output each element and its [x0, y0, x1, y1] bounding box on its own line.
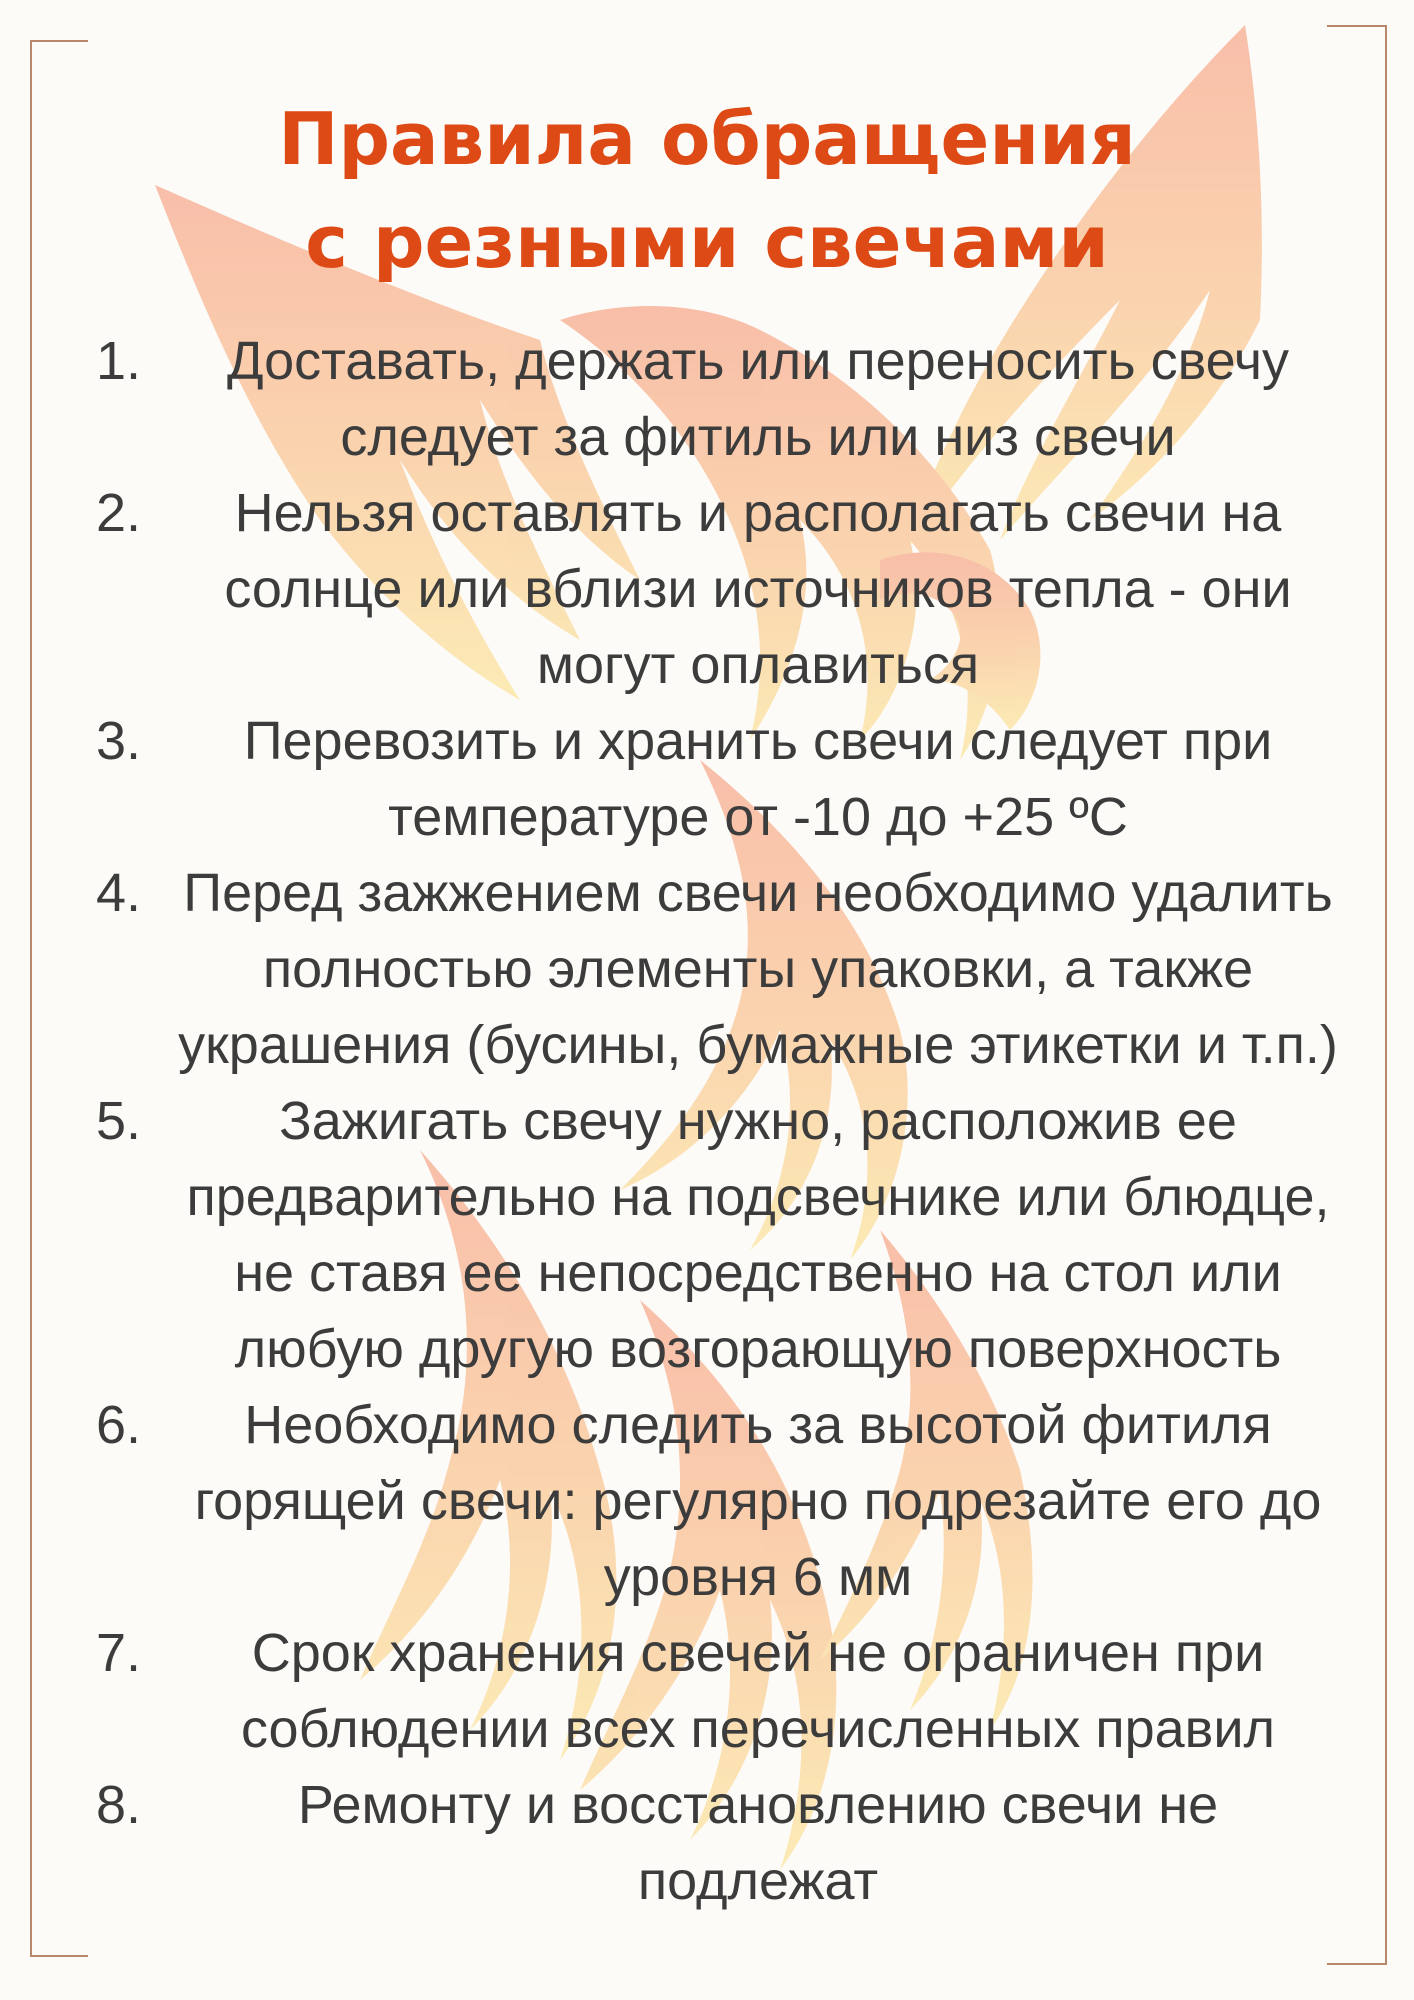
rule-number: 5. [96, 1091, 142, 1151]
rule-line: горящей свечи: регулярно подрезайте его до [194, 1471, 1322, 1531]
frame-top-right [1327, 25, 1387, 27]
rule-text [152, 1615, 1364, 1767]
frame-top-left [30, 40, 88, 42]
rule-line: Необходимо следить за высотой фитиля [244, 1395, 1272, 1455]
rule-line: температуре от -10 до +25 ºС [388, 787, 1128, 847]
rule-line: предварительно на подсвечнике или блюдце, [186, 1167, 1330, 1227]
rule-text [152, 475, 1364, 703]
rules-list [0, 323, 1414, 1919]
rule-item-6 [0, 1387, 1414, 1615]
rule-number: 3. [96, 711, 142, 771]
rule-line: любую другую возгорающую поверхность [234, 1319, 1282, 1379]
rule-text [152, 855, 1364, 1083]
rule-line: украшения (бусины, бумажные этикетки и т.п.) [178, 1015, 1338, 1075]
rule-line: подлежат [637, 1851, 879, 1911]
rule-item-1 [0, 323, 1414, 475]
frame-bottom-right [1327, 1963, 1387, 1965]
rule-item-7 [0, 1615, 1414, 1767]
rule-item-8 [0, 1767, 1414, 1919]
title-line-1: Правила обращения [278, 97, 1136, 181]
title-line-2: с резными свечами [305, 200, 1109, 284]
rule-text [152, 1767, 1364, 1919]
rule-number: 8. [96, 1775, 142, 1835]
rule-line: Перед зажжением свечи необходимо удалить [183, 863, 1333, 923]
rule-line: Доставать, держать или переносить свечу [226, 331, 1290, 391]
rule-line: могут оплавиться [536, 635, 980, 695]
rule-text [152, 323, 1364, 475]
rule-line: Ремонту и восстановлению свечи не [297, 1775, 1219, 1835]
rule-line: Зажигать свечу нужно, расположив ее [279, 1091, 1237, 1151]
rule-line: Перевозить и хранить свечи следует при [243, 711, 1273, 771]
rule-number: 1. [96, 331, 142, 391]
frame-bottom-left [30, 1955, 88, 1957]
page-title [0, 88, 1414, 294]
rule-line: полностью элементы упаковки, а также [262, 939, 1254, 999]
rule-item-4 [0, 855, 1414, 1083]
rule-line: не ставя ее непосредственно на стол или [234, 1243, 1282, 1303]
rule-number: 2. [96, 483, 142, 543]
rule-item-3 [0, 703, 1414, 855]
rule-text [152, 1387, 1364, 1615]
rule-line: уровня 6 мм [603, 1547, 913, 1607]
rule-number: 6. [96, 1395, 142, 1455]
rule-line: солнце или вблизи источников тепла - они [224, 559, 1292, 619]
rule-number: 7. [96, 1623, 142, 1683]
rule-number: 4. [96, 863, 142, 923]
rule-line: соблюдении всех перечисленных правил [240, 1699, 1276, 1759]
rule-line: Нельзя оставлять и располагать свечи на [234, 483, 1282, 543]
rule-text [152, 1083, 1364, 1387]
rule-item-2 [0, 475, 1414, 703]
rule-line: следует за фитиль или низ свечи [340, 407, 1176, 467]
rule-text [152, 703, 1364, 855]
rule-line: Срок хранения свечей не ограничен при [251, 1623, 1265, 1683]
rule-item-5 [0, 1083, 1414, 1387]
